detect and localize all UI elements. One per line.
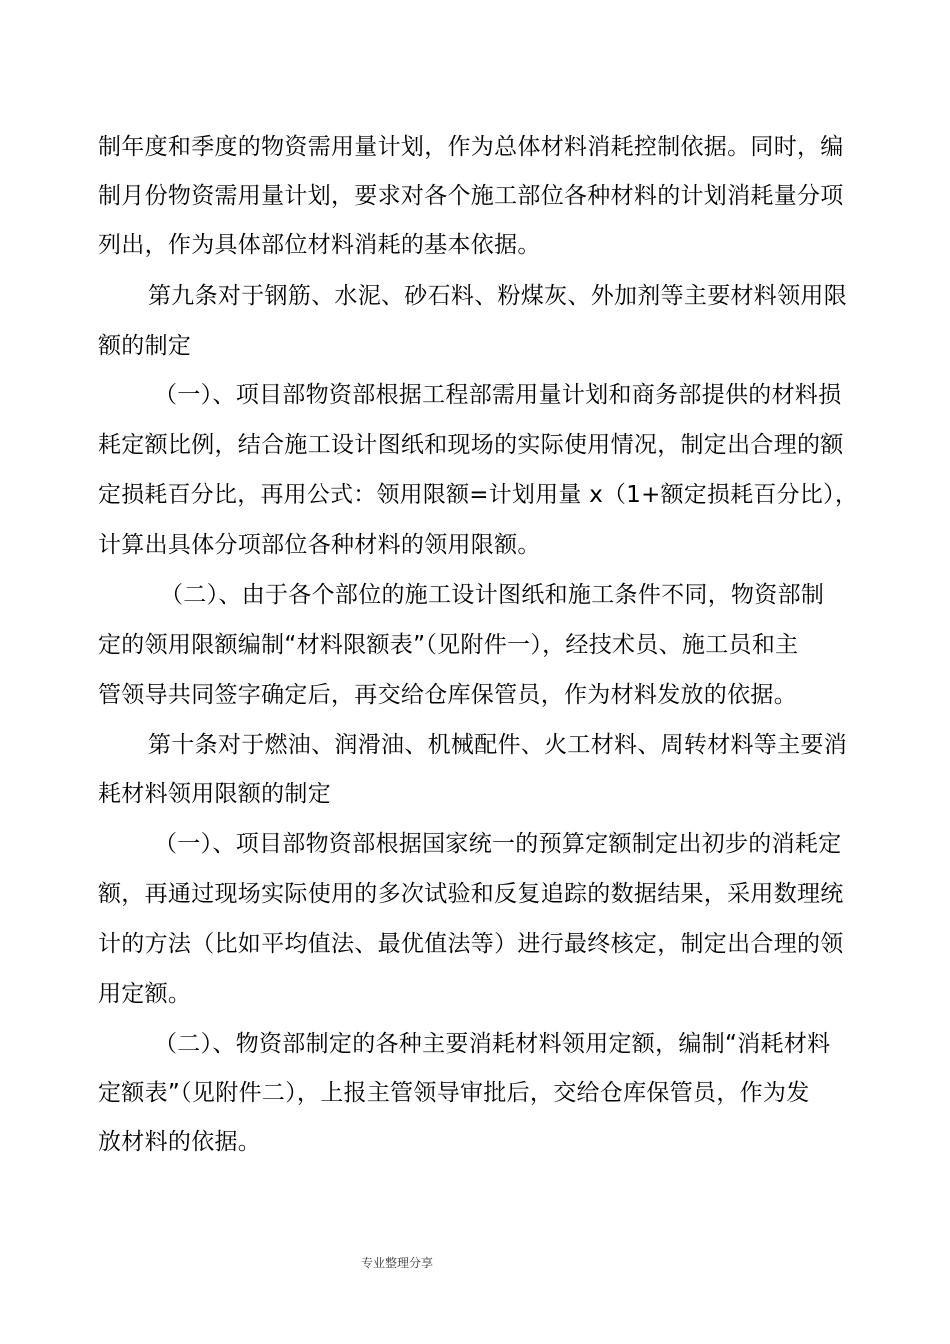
article-9-heading: 第九条对于钢筋、水泥、砂石料、粉煤灰、外加剂等主要材料领用限 [148, 283, 847, 309]
page-footer: 专业整理分享 [361, 1256, 434, 1270]
text-line: 列出，作为具体部位材料消耗的基本依据。 [98, 232, 541, 258]
text-line: 耗材料领用限额的制定 [98, 781, 331, 807]
text-line: 用定额。 [98, 981, 192, 1007]
text-line: （一）、项目部物资部根据工程部需用量计划和商务部提供的材料损 [154, 382, 842, 408]
text-line: （一）、项目部物资部根据国家统一的预算定额制定出初步的消耗定 [154, 831, 842, 857]
text-line: 额，再通过现场实际使用的多次试验和反复追踪的数据结果，采用数理统 [98, 881, 844, 907]
article-10-heading: 第十条对于燃油、润滑油、机械配件、火工材料、周转材料等主要消 [148, 732, 847, 758]
text-line: 制年度和季度的物资需用量计划，作为总体材料消耗控制依据。同时，编 [98, 134, 844, 160]
text-line: 定损耗百分比，再用公式：领用限额=计划用量 x（1+额定损耗百分比）， [98, 482, 859, 508]
text-line: 放材料的依据。 [98, 1129, 262, 1155]
text-line: 计的方法（比如平均值法、最优值法等）进行最终核定，制定出合理的领 [98, 931, 844, 957]
text-line: 管领导共同签字确定后，再交给仓库保管员，作为材料发放的依据。 [98, 682, 797, 708]
text-line: 额的制定 [98, 333, 192, 359]
text-line: 定额表”（见附件二），上报主管领导审批后，交给仓库保管员，作为发 [98, 1080, 810, 1106]
text-line: 计算出具体分项部位各种材料的领用限额。 [98, 532, 541, 558]
text-line: （二）、物资部制定的各种主要消耗材料领用定额，编制“消耗材料 [154, 1031, 831, 1057]
text-line: 耗定额比例，结合施工设计图纸和现场的实际使用情况，制定出合理的额 [98, 432, 844, 458]
text-line: 定的领用限额编制“材料限额表”（见附件一），经技术员、施工员和主 [98, 632, 799, 658]
text-line: （二）、由于各个部位的施工设计图纸和施工条件不同，物资部制 [160, 582, 825, 608]
text-line: 制月份物资需用量计划，要求对各个施工部位各种材料的计划消耗量分项 [98, 183, 844, 209]
